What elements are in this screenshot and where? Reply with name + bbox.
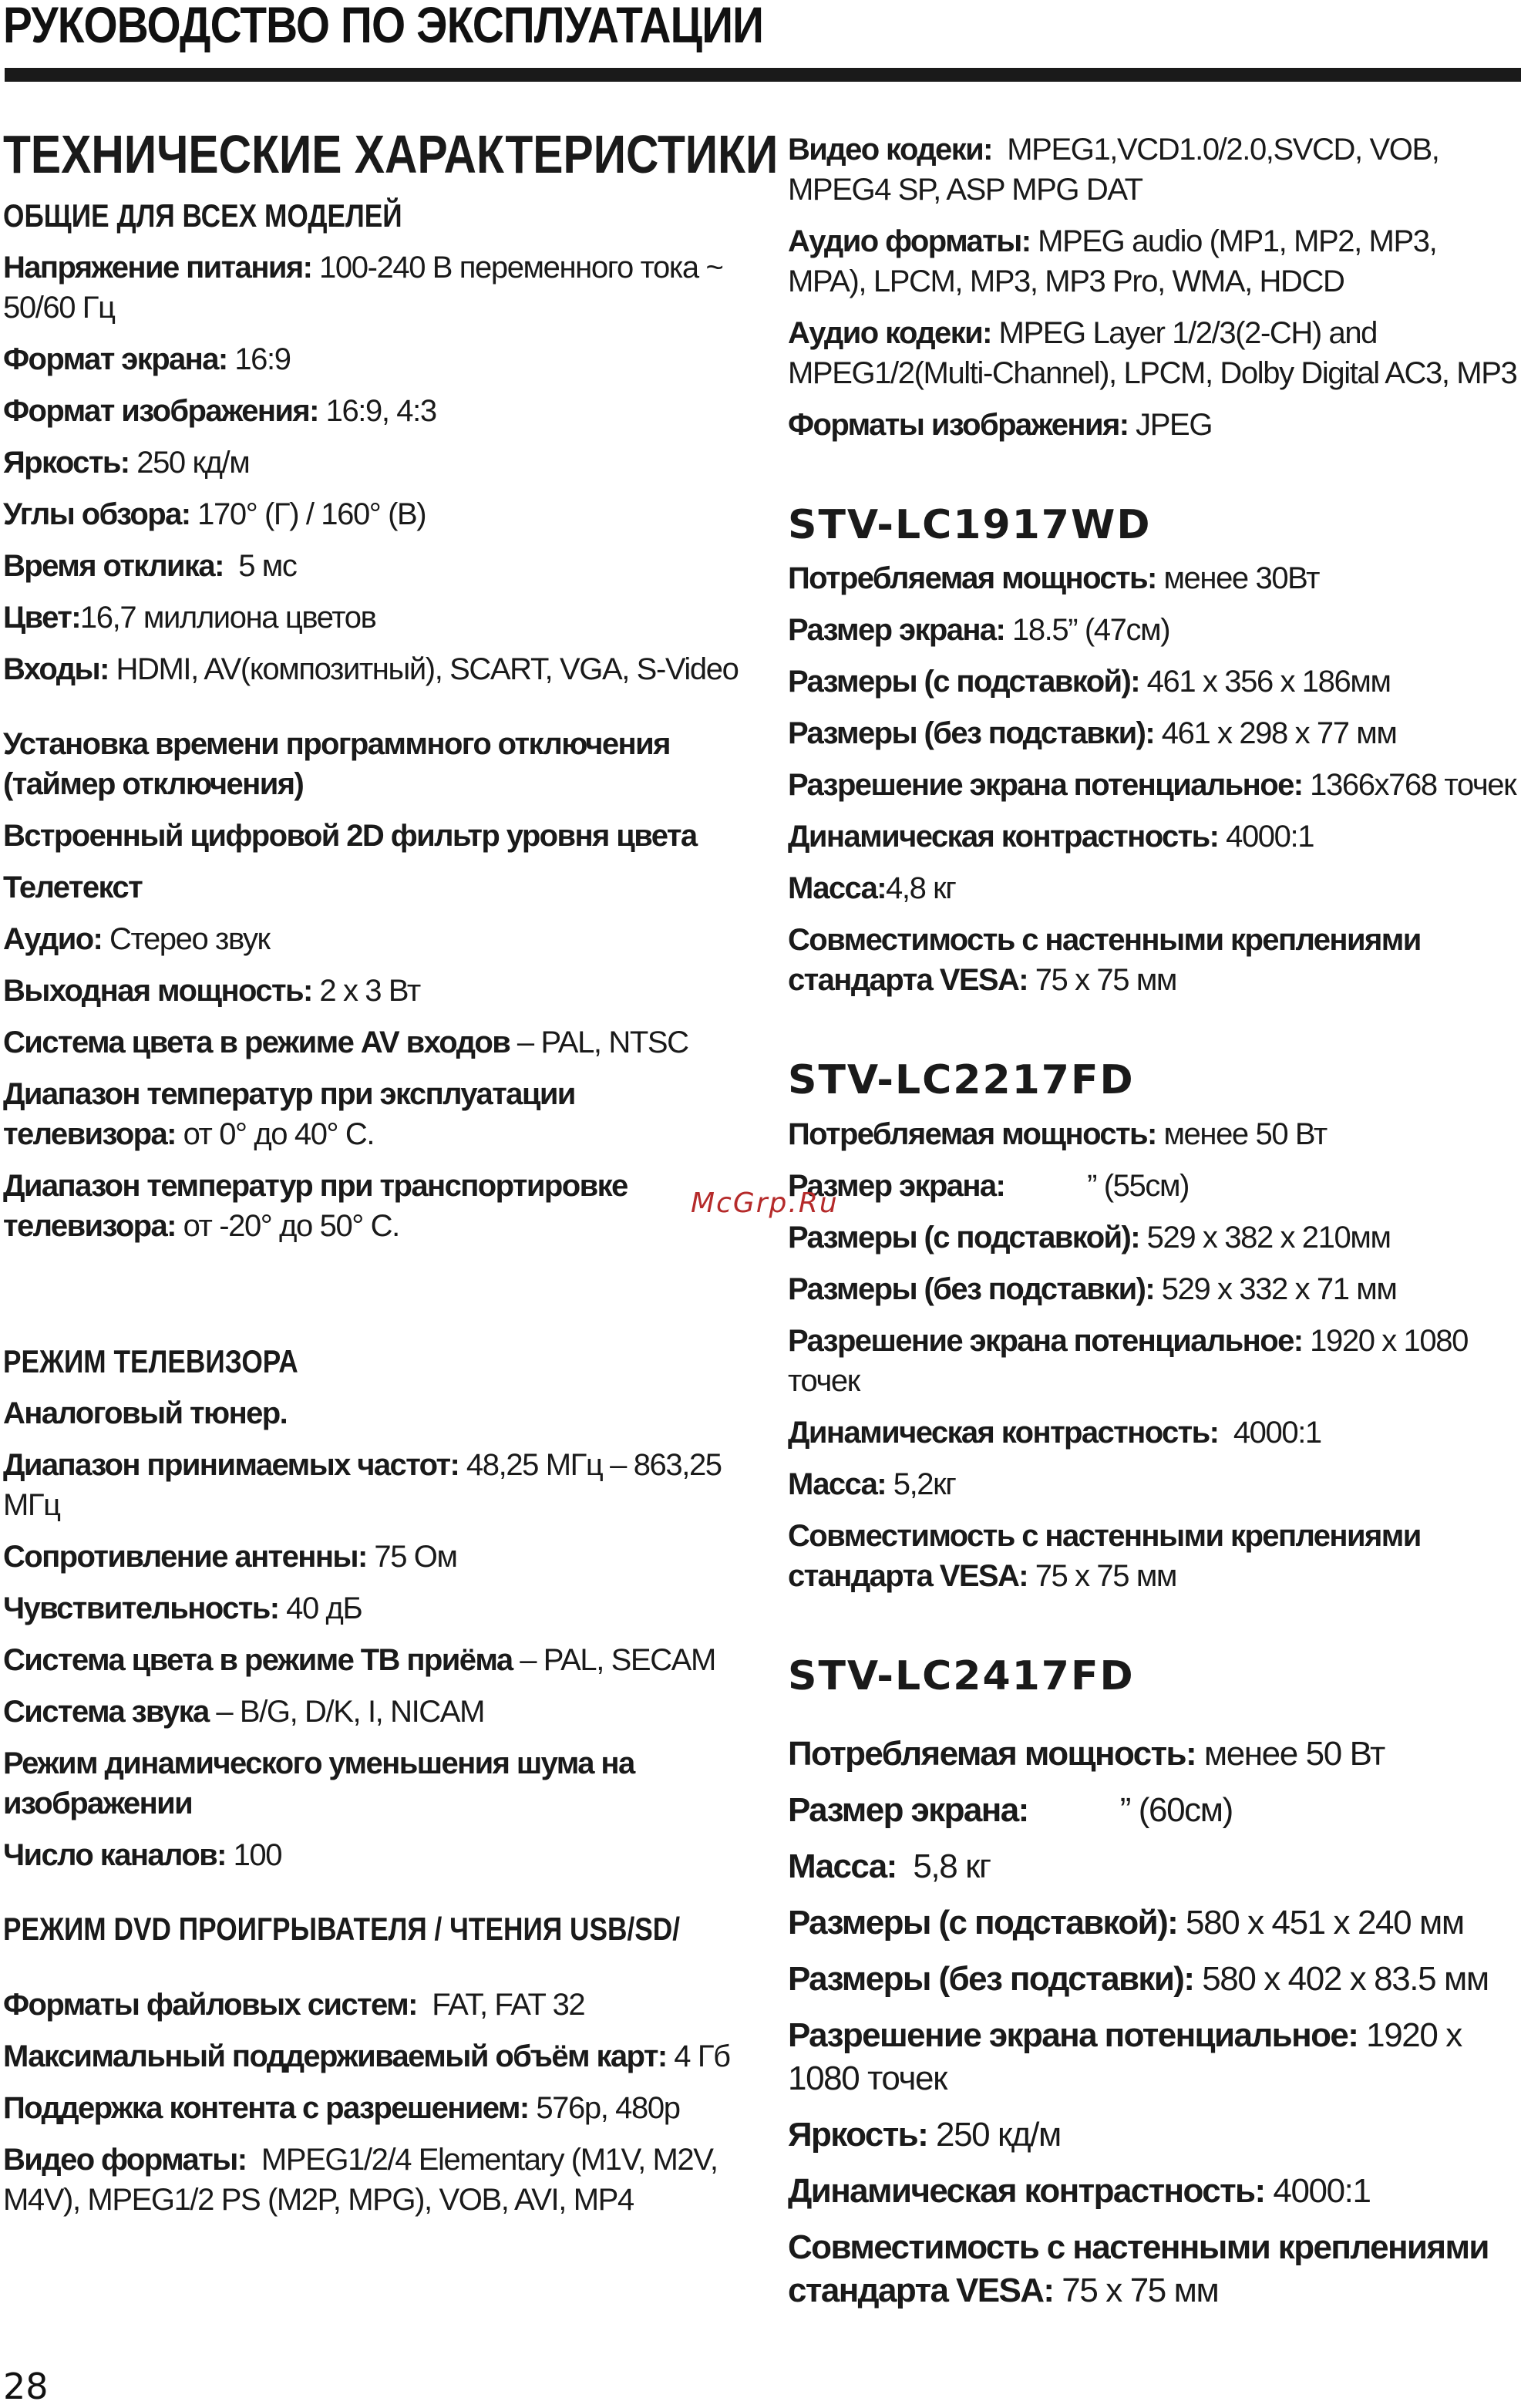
- spec-item: [3, 1835, 743, 1875]
- spec-label: Аудио:: [3, 921, 103, 956]
- spec-item: [3, 971, 743, 1011]
- spec-value: 1920 х 1080 точек: [788, 2016, 1470, 2098]
- spec-label: Видео кодеки:: [788, 133, 992, 167]
- spec-value: 529 x 382 x 210мм: [1139, 1220, 1391, 1255]
- spec-value: 4 Гб: [666, 2039, 730, 2073]
- spec-label: Совместимость с настенными креплениями стандарта VESA:: [788, 923, 1421, 998]
- spec-item: [788, 765, 1519, 805]
- spec-value: 4000:1: [1218, 1415, 1321, 1450]
- spec-item: [788, 1464, 1519, 1504]
- spec-item: [788, 221, 1519, 301]
- spec-label: Напряжение питания:: [3, 250, 312, 285]
- spec-item: [788, 1166, 1519, 1206]
- dvd-specs-continued: [788, 130, 1519, 445]
- spec-label: Чувствительность:: [3, 1591, 279, 1626]
- spec-item: [3, 1640, 743, 1680]
- spec-value: 2 х 3 Вт: [311, 973, 420, 1008]
- spec-label: Система звука: [3, 1695, 209, 1729]
- spec-label: Аудио кодеки:: [788, 316, 991, 350]
- spec-value: 75 Ом: [366, 1540, 457, 1574]
- general-specs: [3, 248, 743, 689]
- spec-label: Видео форматы:: [3, 2142, 247, 2177]
- spec-value: 5,8 кг: [896, 1847, 991, 1886]
- spec-item: [788, 2014, 1519, 2100]
- right-column: [788, 130, 1519, 2325]
- spec-label: Потребляемая мощность:: [788, 1735, 1196, 1773]
- spec-label: Размеры (без подставки):: [788, 716, 1155, 751]
- spec-value: от -20° до 50° С.: [175, 1208, 399, 1243]
- spec-item: [788, 1269, 1519, 1309]
- spec-label: Потребляемая мощность:: [788, 1116, 1156, 1151]
- spec-item: [3, 391, 743, 431]
- spec-label: Масса:: [788, 871, 887, 906]
- spec-value: 170° (Г) / 160° (В): [190, 497, 426, 531]
- spec-item: [3, 1692, 743, 1732]
- spec-label: Система цвета в режиме ТВ приёма: [3, 1643, 513, 1678]
- spec-item: [788, 1733, 1519, 1776]
- spec-value: 250 кд/м: [927, 2116, 1061, 2154]
- spec-value: MPEG1,VCD1.0/2.0,SVCD, VOB, MPEG4 SP, ASP MPG DAT: [788, 133, 1447, 207]
- spec-label: Размеры (с подставкой):: [788, 665, 1139, 699]
- spec-label: Разрешение экрана потенциальное:: [788, 1323, 1303, 1358]
- spec-label: Максимальный поддерживаемый объём карт:: [3, 2039, 667, 2073]
- spec-value: 18.5” (47см): [1004, 613, 1170, 648]
- spec-label: Диапазон температур при транспортировке телевизора:: [3, 1168, 628, 1243]
- spec-label: Формат изображения:: [3, 393, 318, 428]
- spec-item: [3, 1022, 743, 1063]
- section-heading: ТЕХНИЧЕСКИЕ ХАРАКТЕРИСТИКИ: [3, 124, 779, 184]
- spec-label: Разрешение экрана потенциальное:: [788, 768, 1303, 803]
- spec-label: Размер экрана:: [788, 613, 1005, 648]
- spec-value: 4,8 кг: [886, 871, 956, 906]
- spec-value: 4000:1: [1218, 820, 1314, 854]
- feature-specs: [3, 724, 743, 1246]
- spec-value: менее 50 Вт: [1156, 1116, 1327, 1151]
- spec-value: JPEG: [1128, 408, 1213, 442]
- spec-item: [3, 598, 743, 638]
- spec-label: Размер экрана:: [788, 1168, 1005, 1203]
- spec-item: [788, 1789, 1519, 1832]
- spec-value: Стерео звук: [102, 921, 270, 956]
- spec-label: Встроенный цифровой 2D фильтр уровня цвета: [3, 818, 697, 853]
- spec-item: [3, 867, 743, 908]
- spec-label: Аудио форматы:: [788, 224, 1031, 258]
- spec-item: [788, 405, 1519, 445]
- spec-label: Яркость:: [3, 445, 130, 480]
- spec-value: 75 х 75 мм: [1053, 2272, 1219, 2310]
- spec-item: [3, 1166, 743, 1246]
- spec-label: Режим динамического уменьшения шума на изображении: [3, 1746, 634, 1821]
- spec-item: [788, 920, 1519, 1000]
- page-number: 28: [3, 2366, 49, 2407]
- spec-value: менее 50 Вт: [1196, 1735, 1385, 1773]
- spec-label: Динамическая контрастность:: [788, 820, 1219, 854]
- spec-item: [788, 2113, 1519, 2157]
- spec-item: [3, 649, 743, 689]
- spec-value: менее 30Вт: [1156, 561, 1320, 596]
- spec-value: – PAL, SECAM: [512, 1643, 715, 1678]
- spec-item: [788, 662, 1519, 702]
- spec-label: Сопротивление антенны:: [3, 1540, 367, 1574]
- spec-value: ” (60см): [1028, 1791, 1233, 1830]
- spec-label: Выходная мощность:: [3, 973, 312, 1008]
- spec-label: Установка времени программного отключения (таймер отключения): [3, 726, 670, 801]
- spec-item: [788, 2170, 1519, 2213]
- spec-value: 1920 x 1080 точек: [788, 1323, 1476, 1398]
- spec-value: 16,7 миллиона цветов: [79, 600, 376, 635]
- spec-item: [3, 248, 743, 328]
- spec-value: – PAL, NTSC: [510, 1025, 688, 1059]
- spec-label: Аналоговый тюнер.: [3, 1396, 288, 1431]
- spec-label: Диапазон принимаемых частот:: [3, 1448, 459, 1483]
- spec-item: [788, 1958, 1519, 2001]
- spec-item: [3, 1074, 743, 1154]
- spec-item: [788, 1321, 1519, 1401]
- spec-item: [3, 1743, 743, 1824]
- spec-label: Размеры (с подставкой):: [788, 1220, 1139, 1255]
- spec-label: Форматы изображения:: [788, 408, 1129, 442]
- spec-label: Углы обзора:: [3, 497, 190, 531]
- spec-value: MPEG1/2/4 Elementary (M1V, M2V, M4V), MPEG1/2 PS (M2P, MPG), VOB, AVI, MP4: [3, 2142, 725, 2217]
- spec-value: 580 x 451 x 240 мм: [1177, 1904, 1464, 1942]
- spec-value: 75 х 75 мм: [1027, 1558, 1177, 1593]
- spec-item: [788, 1901, 1519, 1945]
- dvd-specs: [3, 1985, 743, 2220]
- spec-item: [788, 868, 1519, 908]
- spec-value: FAT, FAT 32: [416, 1987, 585, 2022]
- spec-label: Поддержка контента с разрешением:: [3, 2090, 529, 2125]
- spec-item: [788, 313, 1519, 393]
- spec-value: 461 x 356 x 186мм: [1139, 665, 1391, 699]
- spec-label: Совместимость с настенными креплениями стандарта VESA:: [788, 1518, 1421, 1593]
- spec-item: [3, 919, 743, 959]
- spec-value: 16:9: [227, 342, 291, 376]
- watermark: McGrp.Ru: [691, 1187, 839, 1219]
- spec-value: 461 x 298 x 77 мм: [1154, 716, 1397, 751]
- spec-label: Динамическая контрастность:: [788, 2172, 1265, 2211]
- spec-value: MPEG Layer 1/2/3(2-CH) and MPEG1/2(Multi-Channel), LPCM, Dolby Digital AC3, MP3: [788, 316, 1517, 390]
- spec-value: 1366x768 точек: [1302, 768, 1516, 803]
- spec-label: Диапазон температур при эксплуатации телевизора:: [3, 1076, 575, 1151]
- spec-label: Формат экрана:: [3, 342, 227, 376]
- model-heading-1917: STV-LC1917WD: [788, 502, 1152, 548]
- spec-value: 529 x 332 x 71 мм: [1154, 1271, 1397, 1306]
- spec-item: [788, 1516, 1519, 1596]
- spec-item: [788, 817, 1519, 857]
- model-heading-2417: STV-LC2417FD: [788, 1652, 1135, 1699]
- model-specs-2417: [788, 1733, 1519, 2312]
- spec-value: 16:9, 4:3: [318, 393, 436, 428]
- spec-value: 75 х 75 мм: [1027, 963, 1177, 998]
- spec-item: [3, 1588, 743, 1628]
- spec-label: Масса:: [788, 1847, 897, 1886]
- spec-item: [3, 724, 743, 804]
- model-heading-2217: STV-LC2217FD: [788, 1057, 1135, 1104]
- dvd-mode-heading: РЕЖИМ DVD ПРОИГРЫВАТЕЛЯ / ЧТЕНИЯ USB/SD/: [3, 1911, 681, 1948]
- spec-label: Потребляемая мощность:: [788, 561, 1156, 596]
- spec-label: Система цвета в режиме AV входов: [3, 1025, 510, 1059]
- general-heading: ОБЩИЕ ДЛЯ ВСЕХ МОДЕЛЕЙ: [3, 197, 402, 234]
- spec-label: Цвет:: [3, 600, 80, 635]
- tv-specs: [3, 1393, 743, 1875]
- spec-item: [788, 1845, 1519, 1888]
- spec-value: 100-240 В переменного тока ~ 50/60 Гц: [3, 250, 731, 325]
- spec-item: [3, 816, 743, 856]
- spec-label: Динамическая контрастность:: [788, 1415, 1219, 1450]
- spec-item: [788, 130, 1519, 210]
- spec-item: [3, 339, 743, 379]
- header-divider: [5, 68, 1521, 82]
- spec-label: Совместимость с настенными креплениями стандарта VESA:: [788, 2228, 1489, 2310]
- spec-item: [788, 1217, 1519, 1258]
- model-specs-2217: [788, 1114, 1519, 1596]
- spec-item: [3, 2140, 743, 2220]
- spec-label: Разрешение экрана потенциальное:: [788, 2016, 1358, 2055]
- spec-item: [3, 2036, 743, 2076]
- page-title: РУКОВОДСТВО ПО ЭКСПЛУАТАЦИИ: [3, 0, 764, 53]
- spec-value: 5 мс: [223, 548, 297, 583]
- spec-label: Размеры (с подставкой):: [788, 1904, 1178, 1942]
- spec-value: HDMI, AV(композитный), SCART, VGA, S-Video: [108, 652, 739, 686]
- spec-item: [3, 2088, 743, 2128]
- spec-label: Форматы файловых систем:: [3, 1987, 417, 2022]
- spec-item: [3, 1393, 743, 1433]
- spec-value: 4000:1: [1264, 2172, 1371, 2211]
- spec-label: Число каналов:: [3, 1838, 226, 1873]
- spec-item: [3, 546, 743, 586]
- spec-item: [3, 1985, 743, 2025]
- spec-item: [3, 494, 743, 534]
- spec-label: Телетекст: [3, 870, 143, 904]
- spec-label: Яркость:: [788, 2116, 928, 2154]
- spec-item: [788, 610, 1519, 650]
- spec-label: Размер экрана:: [788, 1791, 1028, 1830]
- spec-item: [3, 443, 743, 483]
- spec-value: от 0° до 40° С.: [175, 1116, 375, 1151]
- tv-mode-heading: РЕЖИМ ТЕЛЕВИЗОРА: [3, 1342, 298, 1379]
- spec-label: Входы:: [3, 652, 109, 686]
- spec-value: MPEG audio (MP1, MP2, MP3, MPA), LPCM, MP3, MP3 Pro, WMA, HDCD: [788, 224, 1445, 298]
- spec-item: [788, 1114, 1519, 1154]
- spec-item: [788, 558, 1519, 598]
- model-specs-1917: [788, 558, 1519, 1000]
- spec-item: [788, 2226, 1519, 2312]
- spec-label: Масса:: [788, 1467, 887, 1501]
- spec-value: 5,2кг: [886, 1467, 956, 1501]
- spec-value: 100: [225, 1838, 282, 1873]
- spec-item: [788, 1413, 1519, 1453]
- spec-value: 576p, 480p: [528, 2090, 680, 2125]
- spec-item: [788, 713, 1519, 753]
- spec-value: ” (55см): [1004, 1168, 1189, 1203]
- spec-value: 40 дБ: [278, 1591, 362, 1626]
- spec-value: 48,25 МГц – 863,25 МГц: [3, 1448, 729, 1523]
- spec-item: [3, 1445, 743, 1525]
- spec-label: Размеры (без подставки):: [788, 1271, 1155, 1306]
- spec-item: [3, 1537, 743, 1577]
- spec-label: Время отклика:: [3, 548, 224, 583]
- spec-value: – B/G, D/K, I, NICAM: [208, 1695, 484, 1729]
- spec-value: 250 кд/м: [129, 445, 250, 480]
- spec-label: Размеры (без подставки):: [788, 1960, 1194, 1999]
- spec-value: 580 x 402 x 83.5 мм: [1193, 1960, 1489, 1999]
